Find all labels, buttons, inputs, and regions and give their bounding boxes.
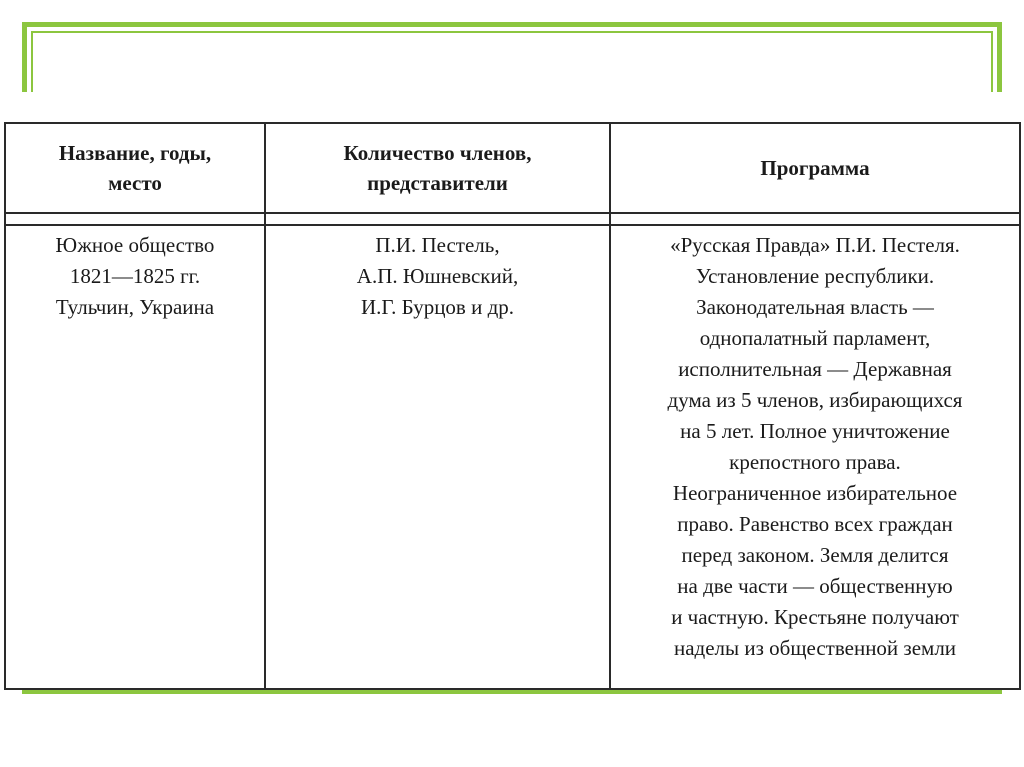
program-line: и частную. Крестьяне получают [671, 605, 959, 629]
members-line: А.П. Юшневский, [356, 264, 519, 288]
header-program-line-1: Программа [760, 156, 870, 180]
members-line: И.Г. Бурцов и др. [360, 295, 515, 319]
program-line: на 5 лет. Полное уничтожение [680, 419, 950, 443]
decembrist-table [4, 122, 1021, 690]
program-line: крепостного права. [729, 450, 901, 474]
name-place-line: Тульчин, Украина [55, 295, 215, 319]
header-name-place-line-1: Название, годы, [58, 141, 212, 165]
program-line: «Русская Правда» П.И. Пестеля. [670, 233, 960, 257]
header-members-line-2: представители [367, 171, 508, 195]
cell-program [611, 230, 1019, 664]
header-members-line-1: Количество членов, [343, 141, 532, 165]
header-name-place-line-2: место [108, 171, 162, 195]
program-line: однопалатный парламент, [699, 326, 931, 350]
header-members [266, 124, 609, 212]
header-separator [6, 212, 1019, 226]
members-line: П.И. Пестель, [375, 233, 500, 257]
cell-name-place [6, 230, 264, 323]
table-header [6, 124, 1019, 212]
cell-members [266, 230, 609, 323]
frame-gap [4, 92, 1020, 122]
program-line: на две части — общественную [677, 574, 953, 598]
program-line: Законодательная власть — [696, 295, 934, 319]
program-line: Установление республики. [695, 264, 935, 288]
header-program [611, 124, 1019, 212]
program-line: Неограниченное избирательное [672, 481, 958, 505]
name-place-line: Южное общество [55, 233, 215, 257]
program-line: наделы из общественной земли [673, 636, 957, 660]
program-line: исполнительная — Державная [678, 357, 952, 381]
name-place-line: 1821—1825 гг. [69, 264, 201, 288]
program-line: право. Равенство всех граждан [677, 512, 953, 536]
program-line: перед законом. Земля делится [681, 543, 949, 567]
program-line: дума из 5 членов, избирающихся [667, 388, 963, 412]
header-name-place [6, 124, 264, 212]
column-divider-1 [264, 124, 266, 688]
